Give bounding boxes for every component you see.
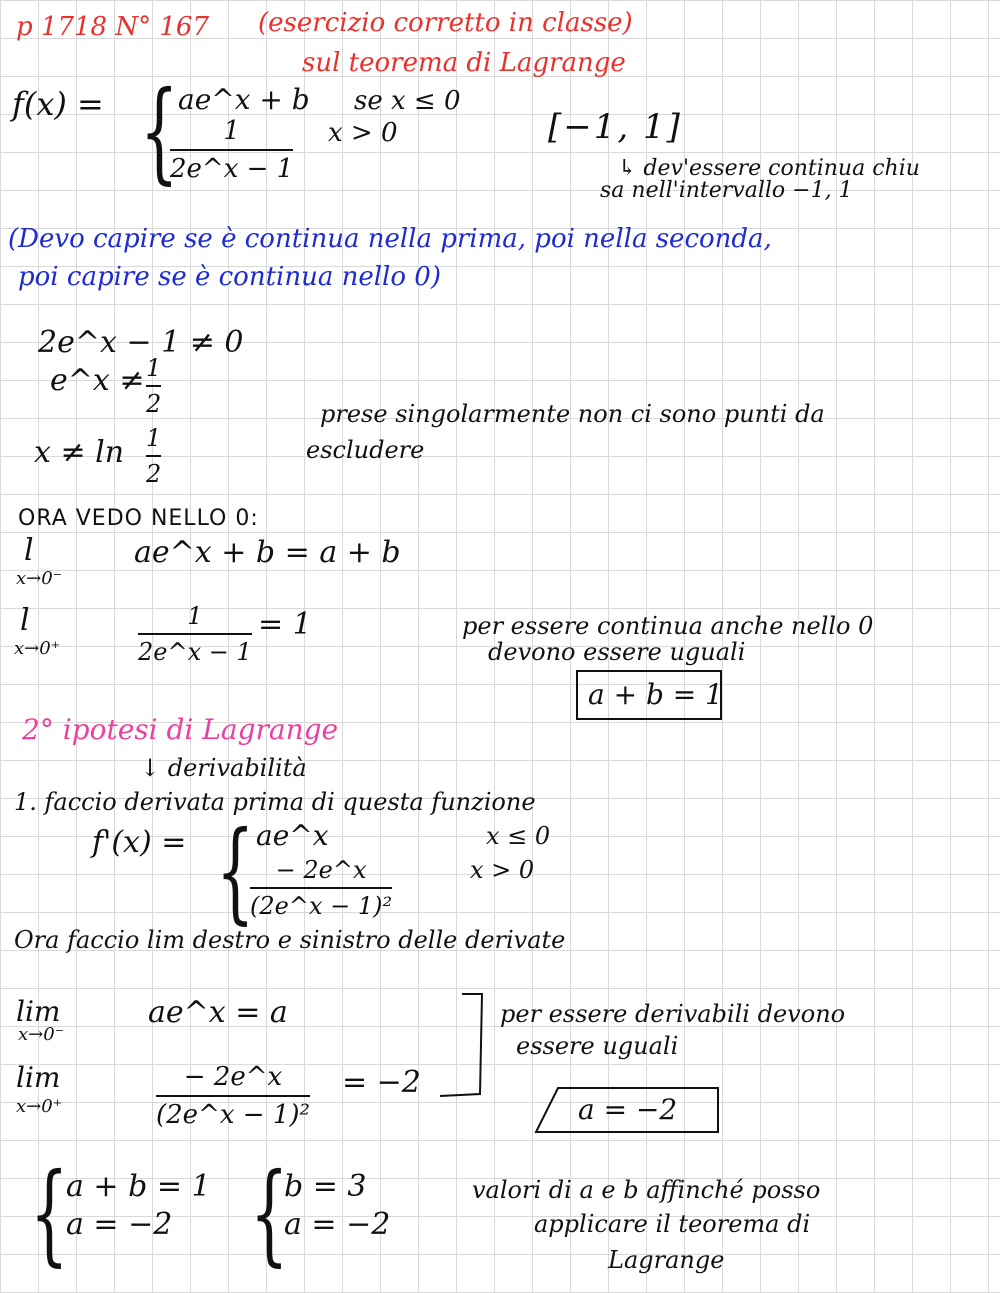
lim1-subscript: x→0⁻ — [18, 1024, 65, 1045]
limits-bracket — [436, 990, 486, 1102]
system1-line2: a = −2 — [66, 1207, 173, 1242]
lim1-expression: ae^x = a — [148, 995, 288, 1030]
domain-line3-fraction — [146, 424, 161, 488]
final-comment-line3: Lagrange — [608, 1246, 725, 1274]
continuity-comment-line1: per essere continua anche nello 0 — [462, 612, 874, 640]
case2-fraction — [170, 116, 293, 184]
case1-expression: ae^x + b — [178, 83, 310, 116]
lim-left-subscript: x→0⁻ — [16, 568, 63, 589]
system2-line1: b = 3 — [284, 1169, 367, 1204]
lim2-result: = −2 — [342, 1065, 421, 1100]
derivative-case2-condition: x > 0 — [470, 856, 535, 884]
continuity-comment-line2: devono essere uguali — [488, 638, 746, 666]
lim-right-numerator: 1 — [187, 602, 203, 630]
lim-right-result: = 1 — [258, 607, 312, 642]
lim-left-expression: ae^x + b = a + b — [134, 535, 401, 570]
continuity-heading: ORA VEDO NELLO 0: — [18, 506, 259, 531]
derivative-case2-denominator: (2e^x − 1)² — [250, 892, 393, 920]
lim-left-symbol: l — [24, 533, 34, 568]
fraction-bar — [250, 887, 392, 889]
blue-note-line1: (Devo capire se è continua nella prima, poi nella seconda, — [8, 224, 772, 254]
fraction-bar — [146, 455, 161, 457]
domain-comment-line1: prese singolarmente non ci sono punti da — [320, 400, 825, 428]
case2-denominator: 2e^x − 1 — [170, 154, 294, 184]
domain-comment-line2: escludere — [306, 436, 425, 464]
exercise-reference: p 1718 N° 167 — [16, 12, 209, 42]
lim2-subscript: x→0⁺ — [16, 1096, 63, 1117]
fraction-bar — [170, 149, 293, 151]
lim-right-denominator: 2e^x − 1 — [138, 638, 252, 666]
differentiability-label: ↓ derivabilità — [140, 754, 307, 782]
domain-line2-numerator: 1 — [146, 354, 162, 382]
lim-right-subscript: x→0⁺ — [14, 638, 61, 659]
final-comment-line1: valori di a e b affinché posso — [472, 1176, 821, 1204]
case1-condition: se x ≤ 0 — [354, 86, 461, 116]
blue-note-line2: poi capire se è continua nello 0) — [18, 262, 441, 292]
derivative-brace: { — [216, 807, 255, 935]
derivative-case1-condition: x ≤ 0 — [486, 822, 551, 850]
case2-numerator: 1 — [223, 116, 240, 146]
final-comment-line2: applicare il teorema di — [534, 1210, 811, 1238]
derivability-comment-line2: essere uguali — [516, 1032, 679, 1060]
domain-line3-lhs: x ≠ ln — [34, 435, 125, 470]
fraction-bar — [138, 633, 252, 635]
exercise-note: (esercizio corretto in classe) — [258, 8, 633, 38]
lim-right-symbol: l — [20, 603, 30, 638]
derivative-case2-numerator: − 2e^x — [275, 856, 367, 884]
fraction-bar — [146, 385, 161, 387]
lim1-symbol: lim — [16, 995, 61, 1028]
limits-intro: Ora faccio lim destro e sinistro delle derivate — [14, 926, 566, 954]
domain-line2-fraction — [146, 354, 161, 418]
function-lhs: f(x) = — [12, 85, 104, 123]
lim-right-fraction — [138, 602, 252, 666]
domain-line3-numerator: 1 — [146, 424, 162, 452]
system1-brace: { — [30, 1149, 69, 1277]
derivative-case1: ae^x — [256, 819, 329, 852]
theorem-title: sul teorema di Lagrange — [302, 48, 626, 78]
second-hypothesis-heading: 2° ipotesi di Lagrange — [22, 713, 339, 746]
interval: [−1, 1] — [548, 107, 682, 147]
system2-brace: { — [250, 1149, 289, 1277]
lim2-numerator: − 2e^x — [183, 1062, 283, 1092]
piecewise-brace: { — [140, 67, 179, 195]
lim2-denominator: (2e^x − 1)² — [156, 1100, 310, 1130]
derivability-result: a = −2 — [578, 1093, 678, 1126]
lim2-symbol: lim — [16, 1061, 61, 1094]
case2-condition: x > 0 — [328, 118, 398, 148]
derivability-comment-line1: per essere derivabili devono — [500, 1000, 846, 1028]
fraction-bar — [156, 1095, 310, 1097]
system2-line2: a = −2 — [284, 1207, 391, 1242]
domain-line3-denominator: 2 — [146, 460, 162, 488]
lim2-fraction — [156, 1062, 310, 1130]
domain-line2-lhs: e^x ≠ — [50, 363, 145, 398]
domain-line2-denominator: 2 — [146, 390, 162, 418]
derivative-case2-fraction — [250, 856, 392, 920]
domain-line1: 2e^x − 1 ≠ 0 — [38, 325, 244, 360]
interval-note-line2: sa nell'intervallo −1, 1 — [600, 178, 853, 203]
system1-line1: a + b = 1 — [66, 1169, 211, 1204]
derivative-step: 1. faccio derivata prima di questa funzione — [14, 788, 536, 816]
interval-note-line1: ↳ dev'essere continua chiu — [618, 156, 920, 181]
continuity-result: a + b = 1 — [588, 678, 723, 711]
derivative-lhs: f'(x) = — [92, 825, 187, 860]
continuity-result-box — [576, 670, 722, 720]
